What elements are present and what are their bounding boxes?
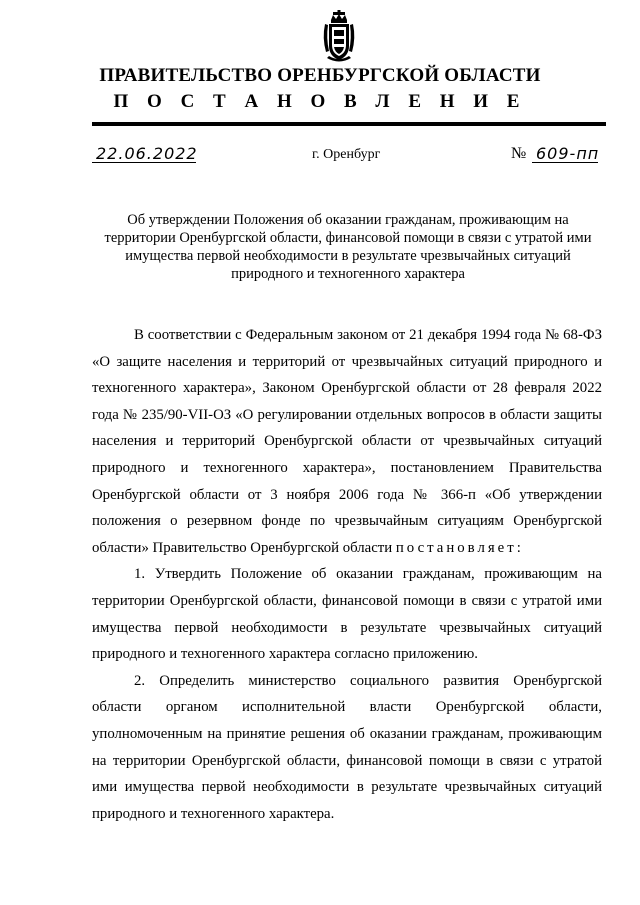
decree-subject: Об утверждении Положения об оказании гражданам, проживающим на территории Оренбургской области, финансовой помощи в связи с утратой ими имущества первой необходимости в результате чрезвычайных ситуаций природного и техногенного характера: [104, 212, 592, 282]
government-name: ПРАВИТЕЛЬСТВО ОРЕНБУРГСКОЙ ОБЛАСТИ: [99, 65, 541, 86]
header-divider: [92, 122, 606, 126]
coat-of-arms-icon: [322, 10, 356, 64]
decree-number: 609-пп: [536, 144, 600, 163]
number-underline: [532, 162, 598, 163]
preamble-text: В соответствии с Федеральным законом от 21 декабря 1994 года № 68-ФЗ «О защите населения и территорий от чрезвычайных ситуаций природного и техногенного характера», Законом Оренбургской области от 28 февраля 2022 года № 235/90-VII-ОЗ «О регулировании отдельных вопросов в области защиты населения и территорий Оренбургской области от чрезвычайных ситуаций природного и техногенного характера», постановлением Правительства Оренбургской области от 3 ноября 2006 года № 366-п «Об утверждении положения о резервном фонде по чрезвычайным ситуациям Оренбургской области» Правительство Оренбургской области: [92, 327, 602, 556]
document-type-title: П О С Т А Н О В Л Е Н И Е: [113, 91, 527, 112]
item-paragraph: 1. Утвердить Положение об оказании гражданам, проживающим на территории Оренбургской области, финансовой помощи в связи с утратой ими имущества первой необходимости в результате чрезвычайных ситуаций природного и техногенного характера согласно приложению.: [92, 566, 602, 663]
item-paragraph: 2. Определить министерство социального развития Оренбургской области органом исполнительной власти Оренбургской области, уполномоченным на принятие решения об оказании гражданам, проживающим на территории Оренбургской области, финансовой помощи в связи с утратой ими имущества первой необходимости в результате чрезвычайных ситуаций природного и техногенного характера.: [92, 672, 602, 822]
date-underline: [92, 162, 196, 163]
city-label: г. Оренбург: [312, 147, 381, 162]
resolves-word: постановляет:: [395, 539, 524, 556]
number-sign: №: [511, 145, 527, 162]
decree-body: [92, 322, 602, 827]
preamble-paragraph: [92, 322, 602, 561]
decree-date: 22.06.2022: [96, 144, 198, 163]
